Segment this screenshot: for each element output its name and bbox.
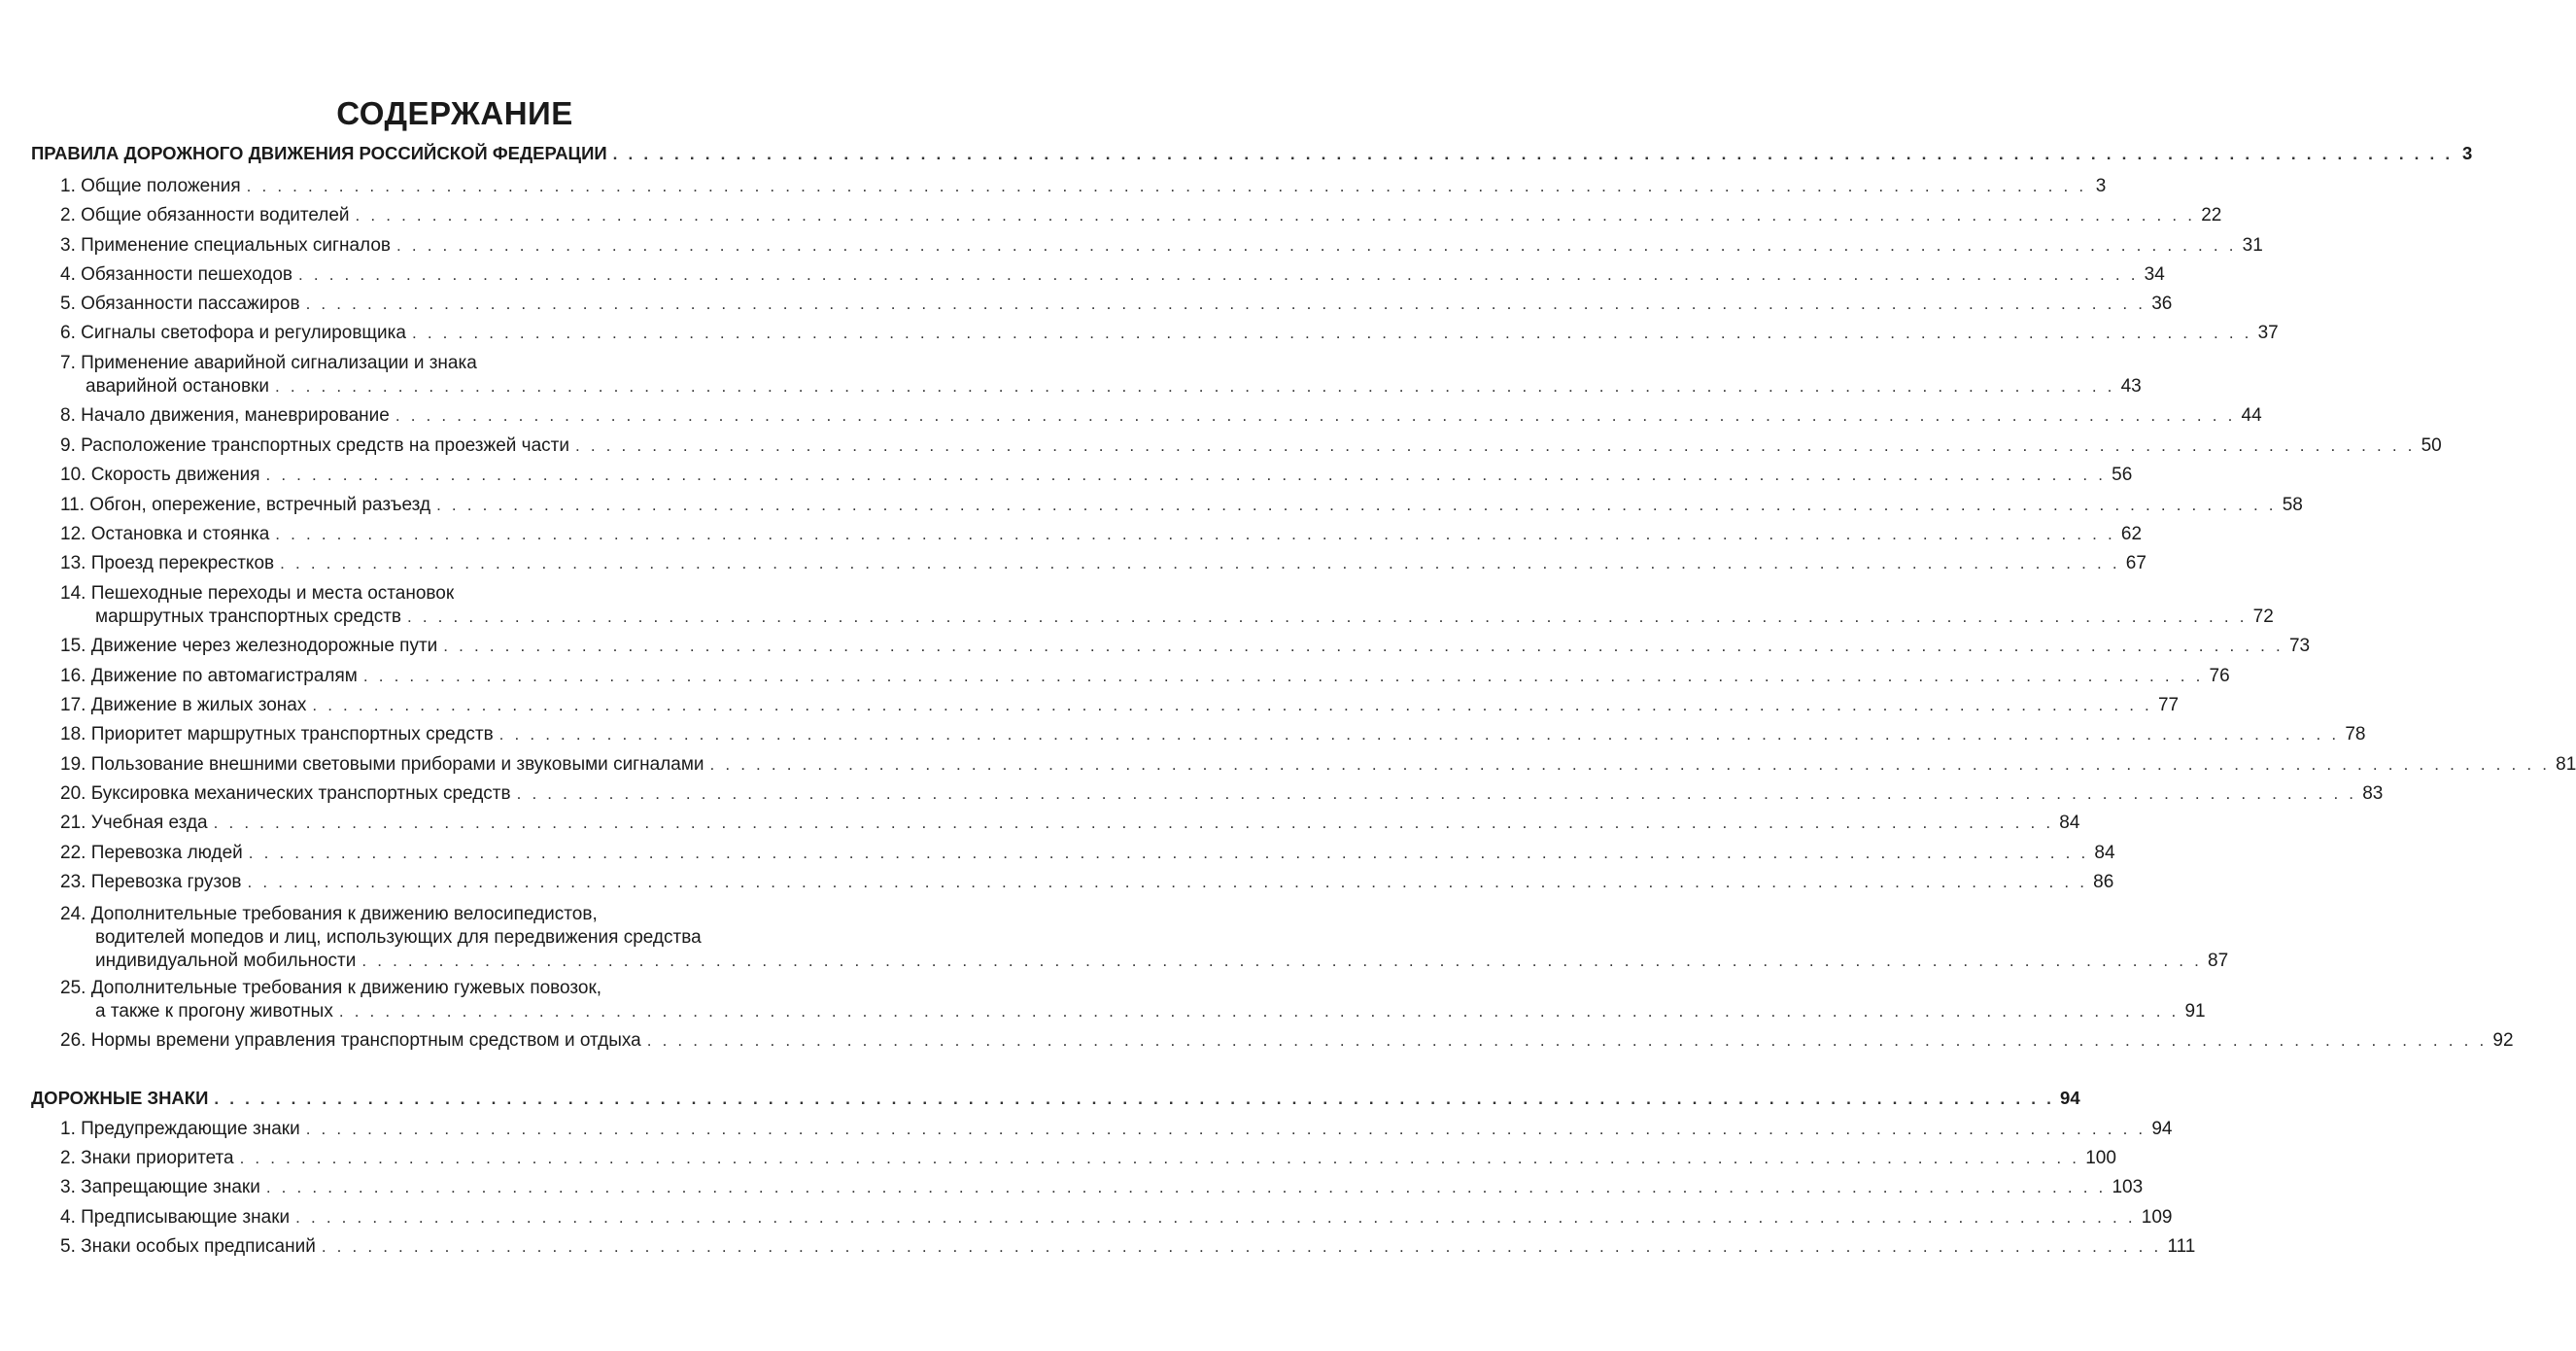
entry-text: аварийной остановки [86, 376, 269, 397]
dot-leader: . . . . . . . . . . . . . . . . . . . . . . . . . . . . . . . . . . . . . . . . . . . . . . . . . . . . . . . . . . . . . . . . . . . . . . . . . . . . . . . . . . . . . . . . . . . . . . . . . . . . . . . . . . . . . . . . . . . . . . . . [275, 525, 2115, 543]
toc-entry[interactable] [0, 523, 2143, 546]
entry-text: 10. Скорость движения [60, 465, 260, 485]
page-number: 3 [2095, 176, 2107, 196]
dot-leader: . . . . . . . . . . . . . . . . . . . . . . . . . . . . . . . . . . . . . . . . . . . . . . . . . . . . . . . . . . . . . . . . . . . . . . . . . . . . . . . . . . . . . . . . . . . . . . . . . . . . . . . . . . . . . . . . . . . . . . . . [298, 265, 2139, 284]
page-number: 94 [2060, 1088, 2080, 1108]
page-number: 83 [2362, 783, 2384, 804]
toc-entry[interactable] [0, 903, 2229, 973]
dot-leader: . . . . . . . . . . . . . . . . . . . . . . . . . . . . . . . . . . . . . . . . . . . . . . . . . . . . . . . . . . . . . . . . . . . . . . . . . . . . . . . . . . . . . . . . . . . . . . . . . . . . . . . . . . . . . . . . . . . . . . . . [362, 667, 2204, 685]
page-number: 36 [2151, 294, 2173, 314]
toc-entry[interactable] [0, 434, 2442, 458]
entry-text: 17. Движение в жилых зонах [60, 695, 307, 715]
page-number: 77 [2157, 695, 2180, 715]
dot-leader: . . . . . . . . . . . . . . . . . . . . . . . . . . . . . . . . . . . . . . . . . . . . . . . . . . . . . . . . . . . . . . . . . . . . . . . . . . . . . . . . . . . . . . . . . . . . . . . . . . . . . . . . . . . . . . . . . . . . . . . . [396, 236, 2237, 255]
toc-entry[interactable] [0, 1176, 2144, 1199]
dot-leader: . . . . . . . . . . . . . . . . . . . . . . . . . . . . . . . . . . . . . . . . . . . . . . . . . . . . . . . . . . . . . . . . . . . . . . . . . . . . . . . . . . . . . . . . . . . . . . . . . . . . . . . . . . . . . . . . . . . . . . . . [280, 554, 2120, 572]
toc-entry[interactable] [0, 753, 2576, 777]
toc-entry[interactable] [0, 204, 2222, 227]
toc-entry[interactable] [0, 782, 2384, 806]
page-number: 31 [2242, 235, 2263, 256]
page-number: 87 [2208, 951, 2229, 971]
entry-text: 3. Запрещающие знаки [60, 1177, 260, 1197]
dot-leader: . . . . . . . . . . . . . . . . . . . . . . . . . . . . . . . . . . . . . . . . . . . . . . . . . . . . . . . . . . . . . . . . . . . . . . . . . . . . . . . . . . . . . . . . . . . . . . . . . . . . . . . . . . . . . . . . . . . . . . . . [361, 952, 2203, 970]
page-number: 111 [2167, 1236, 2196, 1257]
entry-text: маршрутных транспортных средств [95, 606, 401, 627]
entry-text: 26. Нормы времени управления транспортным средством и отдыха [60, 1030, 641, 1051]
page-number: 43 [2120, 376, 2142, 397]
entry-text: 6. Сигналы светофора и регулировщика [60, 323, 406, 343]
toc-entry[interactable] [0, 263, 2165, 287]
dot-leader: . . . . . . . . . . . . . . . . . . . . . . . . . . . . . . . . . . . . . . . . . . . . . . . . . . . . . . . . . . . . . . . . . . . . . . . . . . . . . . . . . . . . . . . . . . . . . . . . . . . . . . . . . . . . . . . . . . . . . . . . [498, 725, 2340, 744]
entry-text: 5. Знаки особых предписаний [60, 1236, 316, 1257]
page-number: 67 [2125, 553, 2147, 573]
entry-text: 22. Перевозка людей [60, 843, 243, 863]
toc-entry[interactable] [0, 842, 2115, 865]
page-number: 84 [2059, 813, 2080, 833]
entry-text: 8. Начало движения, маневрирование [60, 405, 390, 426]
entry-text: индивидуальной мобильности [95, 951, 357, 971]
page-number: 76 [2209, 666, 2230, 686]
entry-text: 1. Предупреждающие знаки [60, 1119, 300, 1139]
toc-entry[interactable] [0, 352, 2142, 398]
entry-text: 7. Применение аварийной сигнализации и знака [60, 353, 477, 373]
entry-text: 1. Общие положения [60, 176, 241, 196]
entry-text: а также к прогону животных [95, 1001, 333, 1022]
page-number: 81 [2556, 754, 2576, 775]
toc-entry[interactable] [0, 322, 2279, 345]
entry-text: 3. Применение специальных сигналов [60, 235, 391, 256]
entry-text: 16. Движение по автомагистралям [60, 666, 358, 686]
dot-leader: . . . . . . . . . . . . . . . . . . . . . . . . . . . . . . . . . . . . . . . . . . . . . . . . . . . . . . . . . . . . . . . . . . . . . . . . . . . . . . . . . . . . . . . . . . . . . . . . . . . . . . . . . . . . . . . . . . . . . . . . [574, 436, 2416, 455]
dot-leader: . . . . . . . . . . . . . . . . . . . . . . . . . . . . . . . . . . . . . . . . . . . . . . . . . . . . . . . . . . . . . . . . . . . . . . . . . . . . . . . . . . . . . . . . . . . . . . . . . . . . . . . . . . . . . . . . . . . . . . . . [312, 696, 2152, 714]
entry-text: 23. Перевозка грузов [60, 872, 242, 892]
page-number: 103 [2112, 1177, 2144, 1197]
page-number: 91 [2184, 1001, 2206, 1022]
dot-leader: . . . . . . . . . . . . . . . . . . . . . . . . . . . . . . . . . . . . . . . . . . . . . . . . . . . . . . . . . . . . . . . . . . . . . . . . . . . . . . . . . . . . . . . . . . . . . . . . . . . . . . . . . . . . . . . . . . . . . . . . [646, 1031, 2488, 1050]
toc-entry[interactable] [0, 1206, 2173, 1230]
entry-text: 21. Учебная езда [60, 813, 208, 833]
page-number: 58 [2282, 495, 2303, 515]
page-number: 34 [2144, 264, 2165, 285]
section-heading[interactable] [0, 1087, 2080, 1111]
toc-entry[interactable] [0, 494, 2303, 517]
entry-text: 4. Предписывающие знаки [60, 1207, 291, 1228]
toc-entry[interactable] [0, 723, 2366, 746]
page-number: 37 [2257, 323, 2279, 343]
dot-leader: . . . . . . . . . . . . . . . . . . . . . . . . . . . . . . . . . . . . . . . . . . . . . . . . . . . . . . . . . . . . . . . . . . . . . . . . . . . . . . . . . . . . . . . . . . . . . . . . . . . . . . . . . . . . . . . . . . . . . . . . [516, 784, 2357, 803]
dot-leader: . . . . . . . . . . . . . . . . . . . . . . . . . . . . . . . . . . . . . . . . . . . . . . . . . . . . . . . . . . . . . . . . . . . . . . . . . . . . . . . . . . . . . . . . . . . . . . . . . . . . . . . . . . . . . . . . . . . . . . . . [305, 294, 2147, 313]
toc-entry[interactable] [0, 1235, 2196, 1259]
toc-entry[interactable] [0, 1147, 2116, 1170]
toc-entry[interactable] [0, 582, 2274, 629]
dot-leader: . . . . . . . . . . . . . . . . . . . . . . . . . . . . . . . . . . . . . . . . . . . . . . . . . . . . . . . . . . . . . . . . . . . . . . . . . . . . . . . . . . . . . . . . . . . . . . . . . . . . . . . . . . . . . . . . . . . . . . . . [214, 1090, 2055, 1108]
page-number: 50 [2421, 435, 2442, 456]
page-number: 72 [2252, 606, 2274, 627]
entry-text: 13. Проезд перекрестков [60, 553, 275, 573]
toc-entry[interactable] [0, 175, 2107, 198]
entry-text: 18. Приоритет маршрутных транспортных средств [60, 724, 494, 745]
entry-text: 5. Обязанности пассажиров [60, 294, 300, 314]
page-number: 109 [2141, 1207, 2173, 1228]
dot-leader: . . . . . . . . . . . . . . . . . . . . . . . . . . . . . . . . . . . . . . . . . . . . . . . . . . . . . . . . . . . . . . . . . . . . . . . . . . . . . . . . . . . . . . . . . . . . . . . . . . . . . . . . . . . . . . . . . . . . . . . . [443, 637, 2284, 655]
page-number: 22 [2201, 205, 2222, 225]
entry-text: 24. Дополнительные требования к движению велосипедистов, [60, 904, 598, 924]
page-title: СОДЕРЖАНИЕ [336, 95, 573, 131]
entry-text: ДОРОЖНЫЕ ЗНАКИ [31, 1088, 209, 1108]
entry-text: 15. Движение через железнодорожные пути [60, 636, 438, 656]
entry-text: 11. Обгон, опережение, встречный разъезд [60, 495, 431, 515]
dot-leader: . . . . . . . . . . . . . . . . . . . . . . . . . . . . . . . . . . . . . . . . . . . . . . . . . . . . . . . . . . . . . . . . . . . . . . . . . . . . . . . . . . . . . . . . . . . . . . . . . . . . . . . . . . . . . . . . . . . . . . . . [274, 377, 2115, 396]
dot-leader: . . . . . . . . . . . . . . . . . . . . . . . . . . . . . . . . . . . . . . . . . . . . . . . . . . . . . . . . . . . . . . . . . . . . . . . . . . . . . . . . . . . . . . . . . . . . . . . . . . . . . . . . . . . . . . . . . . . . . . . . [295, 1208, 2136, 1227]
toc-entry[interactable] [0, 812, 2080, 835]
dot-leader: . . . . . . . . . . . . . . . . . . . . . . . . . . . . . . . . . . . . . . . . . . . . . . . . . . . . . . . . . . . . . . . . . . . . . . . . . . . . . . . . . . . . . . . . . . . . . . . . . . . . . . . . . . . . . . . . . . . . . . . . [355, 206, 2196, 225]
toc-entry[interactable] [0, 293, 2173, 316]
toc-entry[interactable] [0, 464, 2133, 487]
toc-entry[interactable] [0, 404, 2262, 428]
toc-entry[interactable] [0, 635, 2311, 658]
dot-leader: . . . . . . . . . . . . . . . . . . . . . . . . . . . . . . . . . . . . . . . . . . . . . . . . . . . . . . . . . . . . . . . . . . . . . . . . . . . . . . . . . . . . . . . . . . . . . . . . . . . . . . . . . . . . . . . . . . . . . . . . [411, 324, 2252, 342]
entry-text: 25. Дополнительные требования к движению гужевых повозок, [60, 978, 602, 998]
dot-leader: . . . . . . . . . . . . . . . . . . . . . . . . . . . . . . . . . . . . . . . . . . . . . . . . . . . . . . . . . . . . . . . . . . . . . . . . . . . . . . . . . . . . . . . . . . . . . . . . . . . . . . . . . . . . . . . . . . . . . . . . [248, 844, 2089, 862]
page-number: 94 [2151, 1119, 2173, 1139]
toc-entry[interactable] [0, 694, 2180, 717]
page-number: 78 [2345, 724, 2366, 745]
page-number: 86 [2093, 872, 2114, 892]
entry-text: 2. Общие обязанности водителей [60, 205, 350, 225]
entry-text: 12. Остановка и стоянка [60, 524, 270, 544]
toc-entry[interactable] [0, 665, 2230, 688]
page-number: 73 [2288, 636, 2311, 656]
toc-entry[interactable] [0, 552, 2147, 575]
page-number: 84 [2094, 843, 2115, 863]
section-heading[interactable] [0, 142, 2473, 166]
toc-entry[interactable] [0, 1118, 2173, 1141]
dot-leader: . . . . . . . . . . . . . . . . . . . . . . . . . . . . . . . . . . . . . . . . . . . . . . . . . . . . . . . . . . . . . . . . . . . . . . . . . . . . . . . . . . . . . . . . . . . . . . . . . . . . . . . . . . . . . . . . . . . . . . . . [709, 755, 2551, 774]
dot-leader: . . . . . . . . . . . . . . . . . . . . . . . . . . . . . . . . . . . . . . . . . . . . . . . . . . . . . . . . . . . . . . . . . . . . . . . . . . . . . . . . . . . . . . . . . . . . . . . . . . . . . . . . . . . . . . . . . . . . . . . . [265, 1178, 2107, 1196]
dot-leader: . . . . . . . . . . . . . . . . . . . . . . . . . . . . . . . . . . . . . . . . . . . . . . . . . . . . . . . . . . . . . . . . . . . . . . . . . . . . . . . . . . . . . . . . . . . . . . . . . . . . . . . . . . . . . . . . . . . . . . . . [338, 1002, 2180, 1021]
dot-leader: . . . . . . . . . . . . . . . . . . . . . . . . . . . . . . . . . . . . . . . . . . . . . . . . . . . . . . . . . . . . . . . . . . . . . . . . . . . . . . . . . . . . . . . . . . . . . . . . . . . . . . . . . . . . . . . . . . . . . . . . [247, 873, 2088, 891]
page-number: 3 [2462, 143, 2473, 163]
dot-leader: . . . . . . . . . . . . . . . . . . . . . . . . . . . . . . . . . . . . . . . . . . . . . . . . . . . . . . . . . . . . . . . . . . . . . . . . . . . . . . . . . . . . . . . . . . . . . . . . . . . . . . . . . . . . . . . . . . . . . . . . [406, 607, 2248, 626]
toc-entry[interactable] [0, 1029, 2514, 1053]
page-number: 92 [2492, 1030, 2514, 1051]
entry-text: 14. Пешеходные переходы и места остановок [60, 583, 455, 604]
dot-leader: . . . . . . . . . . . . . . . . . . . . . . . . . . . . . . . . . . . . . . . . . . . . . . . . . . . . . . . . . . . . . . . . . . . . . . . . . . . . . . . . . . . . . . . . . . . . . . . . . . . . . . . . . . . . . . . . . . . . . . . . [213, 814, 2054, 832]
toc-entry[interactable] [0, 234, 2263, 258]
page-number: 100 [2085, 1148, 2116, 1168]
page-number: 44 [2241, 405, 2262, 426]
entry-text: водителей мопедов и лиц, использующих для передвижения средства [95, 927, 702, 948]
entry-text: 4. Обязанности пешеходов [60, 264, 293, 285]
toc-entry[interactable] [0, 871, 2114, 894]
dot-leader: . . . . . . . . . . . . . . . . . . . . . . . . . . . . . . . . . . . . . . . . . . . . . . . . . . . . . . . . . . . . . . . . . . . . . . . . . . . . . . . . . . . . . . . . . . . . . . . . . . . . . . . . . . . . . . . . . . . . . . . . [239, 1149, 2080, 1167]
dot-leader: . . . . . . . . . . . . . . . . . . . . . . . . . . . . . . . . . . . . . . . . . . . . . . . . . . . . . . . . . . . . . . . . . . . . . . . . . . . . . . . . . . . . . . . . . . . . . . . . . . . . . . . . . . . . . . . . . . . . . . . . [612, 145, 2454, 163]
dot-leader: . . . . . . . . . . . . . . . . . . . . . . . . . . . . . . . . . . . . . . . . . . . . . . . . . . . . . . . . . . . . . . . . . . . . . . . . . . . . . . . . . . . . . . . . . . . . . . . . . . . . . . . . . . . . . . . . . . . . . . . . [321, 1237, 2162, 1256]
dot-leader: . . . . . . . . . . . . . . . . . . . . . . . . . . . . . . . . . . . . . . . . . . . . . . . . . . . . . . . . . . . . . . . . . . . . . . . . . . . . . . . . . . . . . . . . . . . . . . . . . . . . . . . . . . . . . . . . . . . . . . . . [265, 466, 2107, 484]
page-number: 62 [2120, 524, 2143, 544]
dot-leader: . . . . . . . . . . . . . . . . . . . . . . . . . . . . . . . . . . . . . . . . . . . . . . . . . . . . . . . . . . . . . . . . . . . . . . . . . . . . . . . . . . . . . . . . . . . . . . . . . . . . . . . . . . . . . . . . . . . . . . . . [395, 406, 2236, 425]
entry-text: 19. Пользование внешними световыми приборами и звуковыми сигналами [60, 754, 704, 775]
entry-text: 20. Буксировка механических транспортных средств [60, 783, 511, 804]
dot-leader: . . . . . . . . . . . . . . . . . . . . . . . . . . . . . . . . . . . . . . . . . . . . . . . . . . . . . . . . . . . . . . . . . . . . . . . . . . . . . . . . . . . . . . . . . . . . . . . . . . . . . . . . . . . . . . . . . . . . . . . . [305, 1120, 2147, 1138]
entry-text: 2. Знаки приоритета [60, 1148, 234, 1168]
entry-text: 9. Расположение транспортных средств на проезжей части [60, 435, 569, 456]
toc-entry[interactable] [0, 977, 2206, 1023]
dot-leader: . . . . . . . . . . . . . . . . . . . . . . . . . . . . . . . . . . . . . . . . . . . . . . . . . . . . . . . . . . . . . . . . . . . . . . . . . . . . . . . . . . . . . . . . . . . . . . . . . . . . . . . . . . . . . . . . . . . . . . . . [246, 177, 2087, 195]
page-number: 56 [2112, 465, 2133, 485]
dot-leader: . . . . . . . . . . . . . . . . . . . . . . . . . . . . . . . . . . . . . . . . . . . . . . . . . . . . . . . . . . . . . . . . . . . . . . . . . . . . . . . . . . . . . . . . . . . . . . . . . . . . . . . . . . . . . . . . . . . . . . . . [436, 496, 2277, 514]
entry-text: ПРАВИЛА ДОРОЖНОГО ДВИЖЕНИЯ РОССИЙСКОЙ ФЕДЕРАЦИИ [31, 143, 607, 163]
